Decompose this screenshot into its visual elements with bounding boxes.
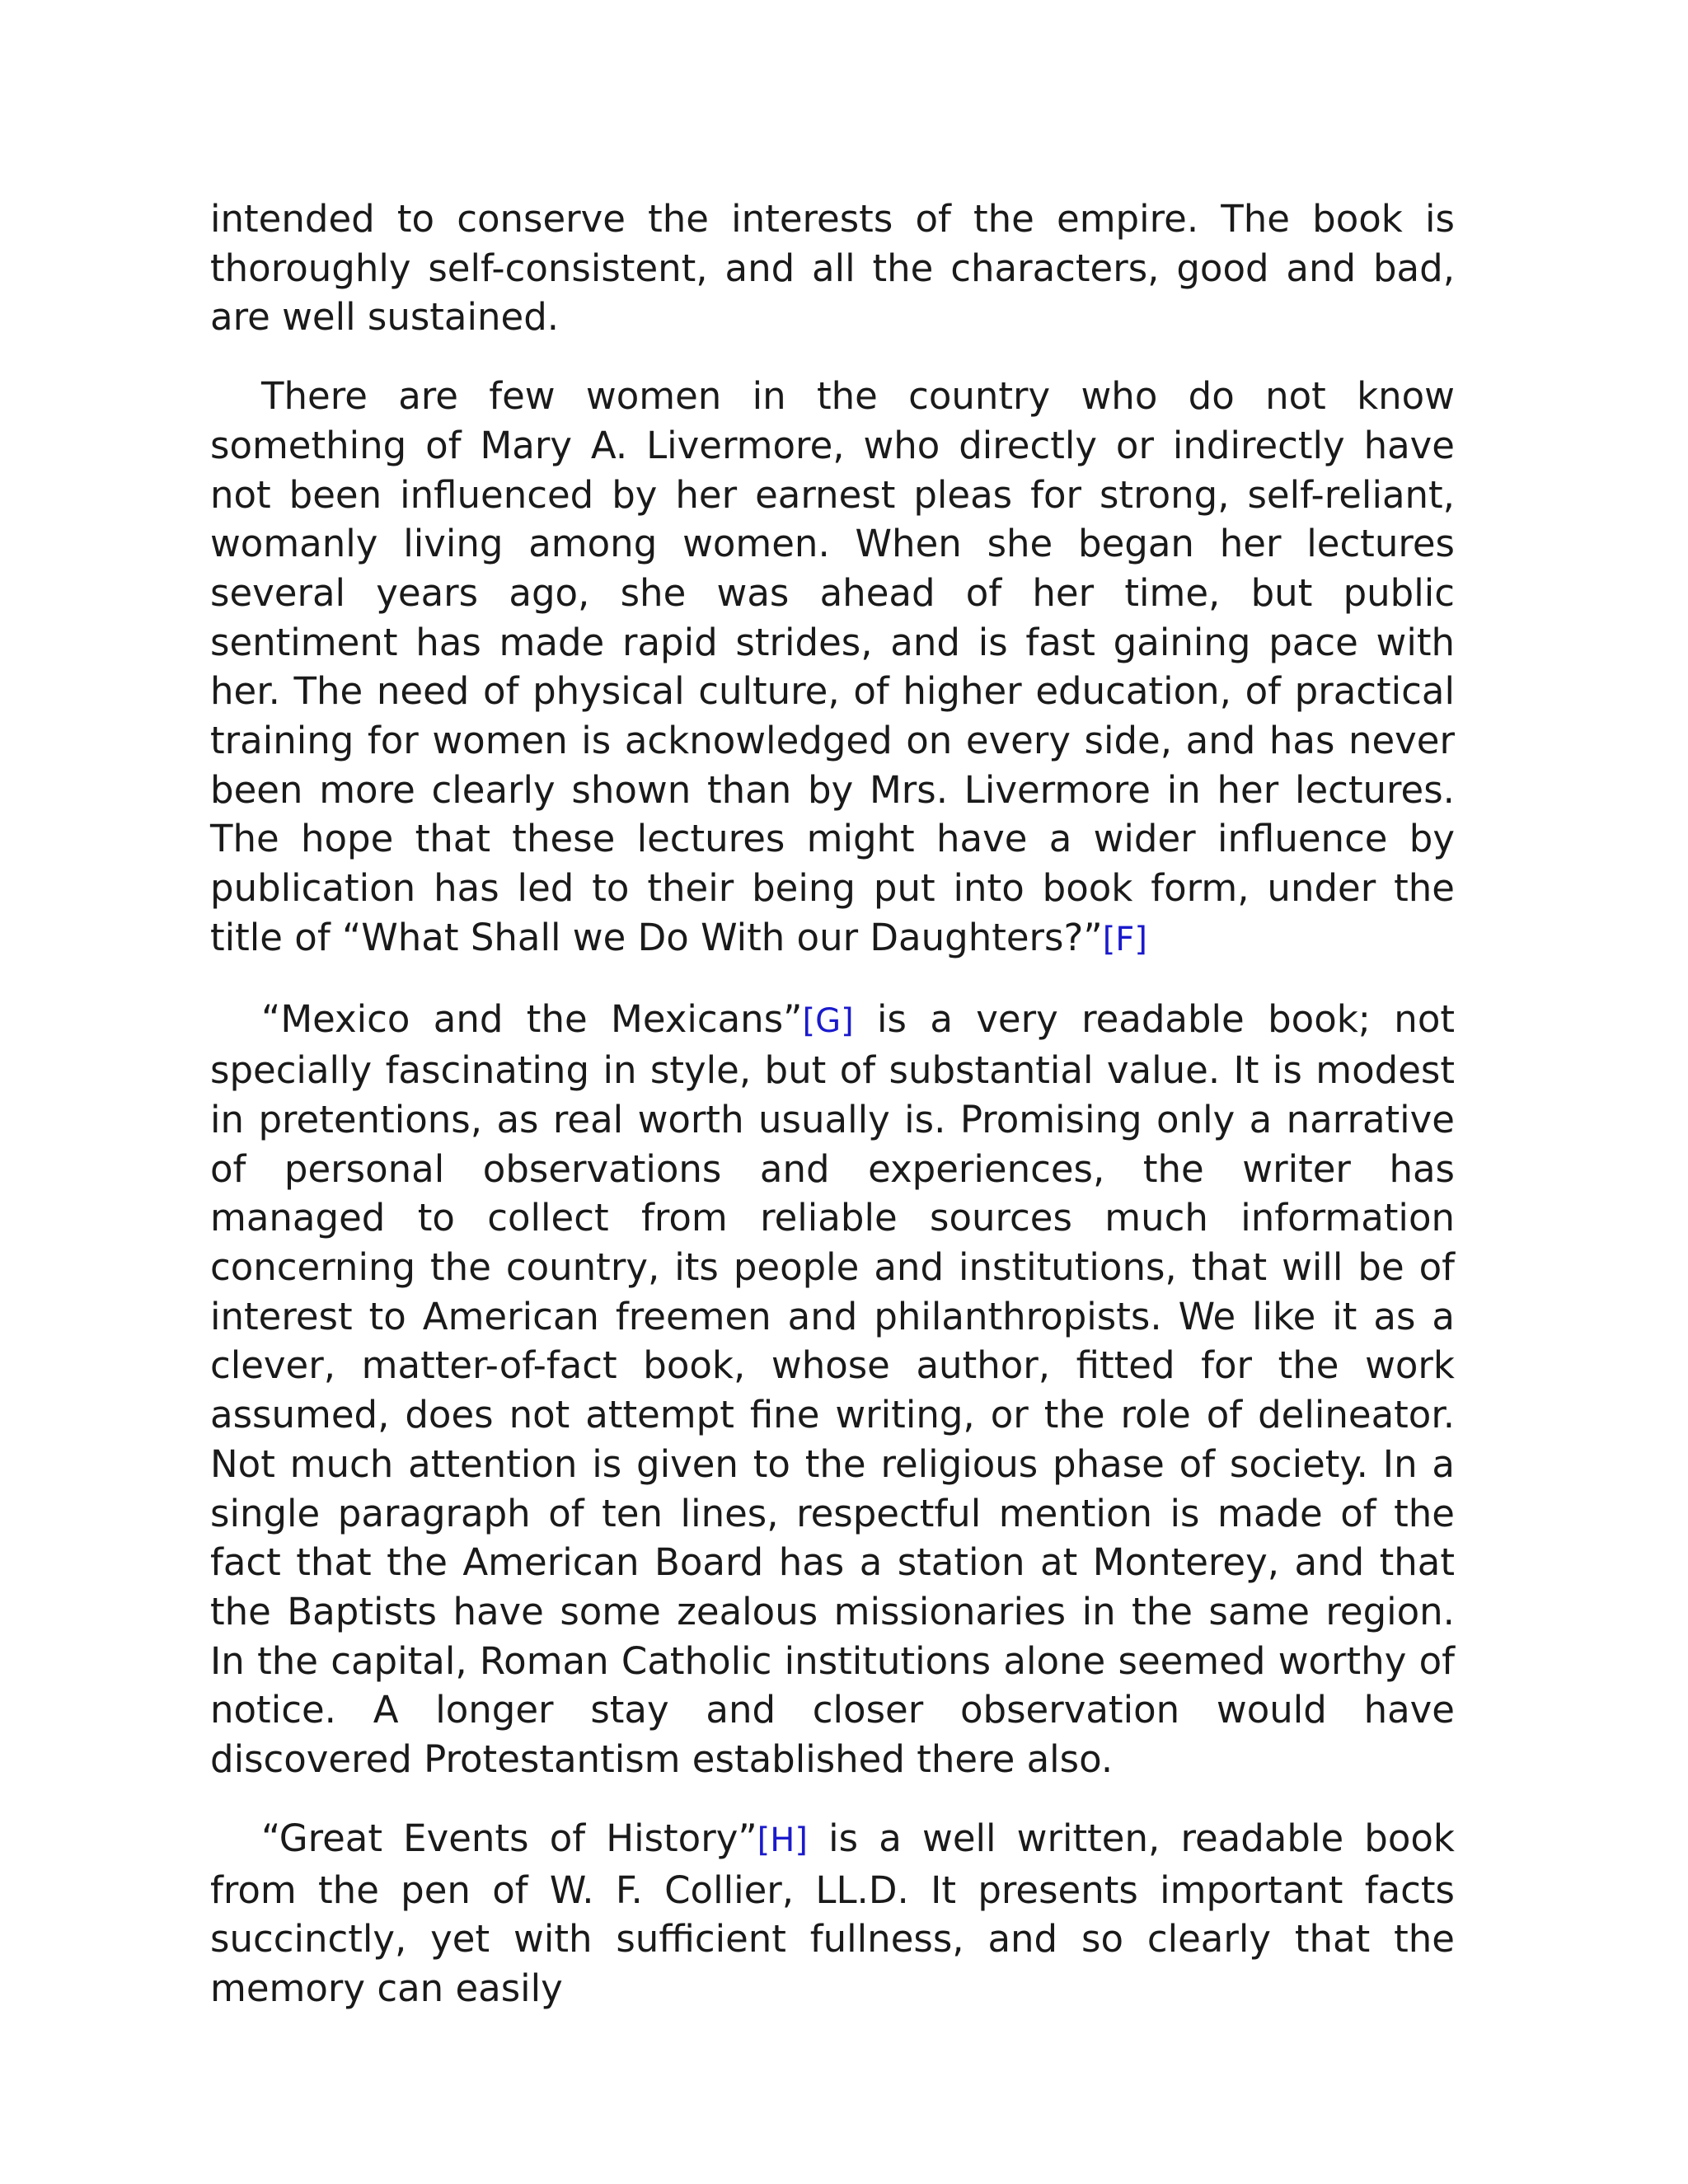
paragraph-4: [210, 1814, 1455, 2013]
paragraph-text: “Great Events of History”: [261, 1816, 757, 1860]
paragraph-text: is a very readable book; not specially fascinating in style, but of substantial value. It is modest in pretentions, as real worth usually is. Promising only a narrative of personal observations and experiences, the writer has managed to collect from reliable sources much information concerning the country, its people and institutions, that will be of interest to American freemen and philanthropists. We like it as a clever, matter-of-fact book, whose author, fitted for the work assumed, does not attempt fine writing, or the role of delineator. Not much attention is given to the religious phase of society. In a single paragraph of ten lines, respectful mention is made of the fact that the American Board has a station at Monterey, and that the Baptists have some zealous missionaries in the same region. In the capital, Roman Catholic institutions alone seemed worthy of notice. A longer stay and closer observation would have discovered Protestantism established there also.: [210, 996, 1455, 1782]
paragraph-text: intended to conserve the interests of the empire. The book is thoroughly self-consistent, and all the characters, good and bad, are well sustained.: [210, 197, 1455, 340]
footnote-link-g[interactable]: [G]: [802, 1001, 854, 1040]
paragraph-2: [210, 372, 1455, 964]
paragraph-1: [210, 194, 1455, 342]
paragraph-text: is a well written, readable book from the pen of W. F. Collier, LL.D. It presents important facts succinctly, yet with sufficient fullness, and so clearly that the memory can easily: [210, 1816, 1455, 2010]
footnote-link-f[interactable]: [F]: [1102, 920, 1147, 958]
footnote-link-h[interactable]: [H]: [757, 1821, 808, 1859]
paragraph-3: [210, 995, 1455, 1784]
paragraph-text: There are few women in the country who do not know something of Mary A. Livermore, who directly or indirectly have not been influenced by her earnest pleas for strong, self-reliant, womanly living among women. When she began her lectures several years ago, she was ahead of her time, but public sentiment has made rapid strides, and is fast gaining pace with her. The need of physical culture, of higher education, of practical training for women is acknowledged on every side, and has never been more clearly shown than by Mrs. Livermore in her lectures. The hope that these lectures might have a wider influence by publication has led to their being put into book form, under the title of “What Shall we Do With our Daughters?”: [210, 374, 1455, 959]
document-page: [210, 194, 1455, 2043]
paragraph-text: “Mexico and the Mexicans”: [261, 996, 803, 1041]
